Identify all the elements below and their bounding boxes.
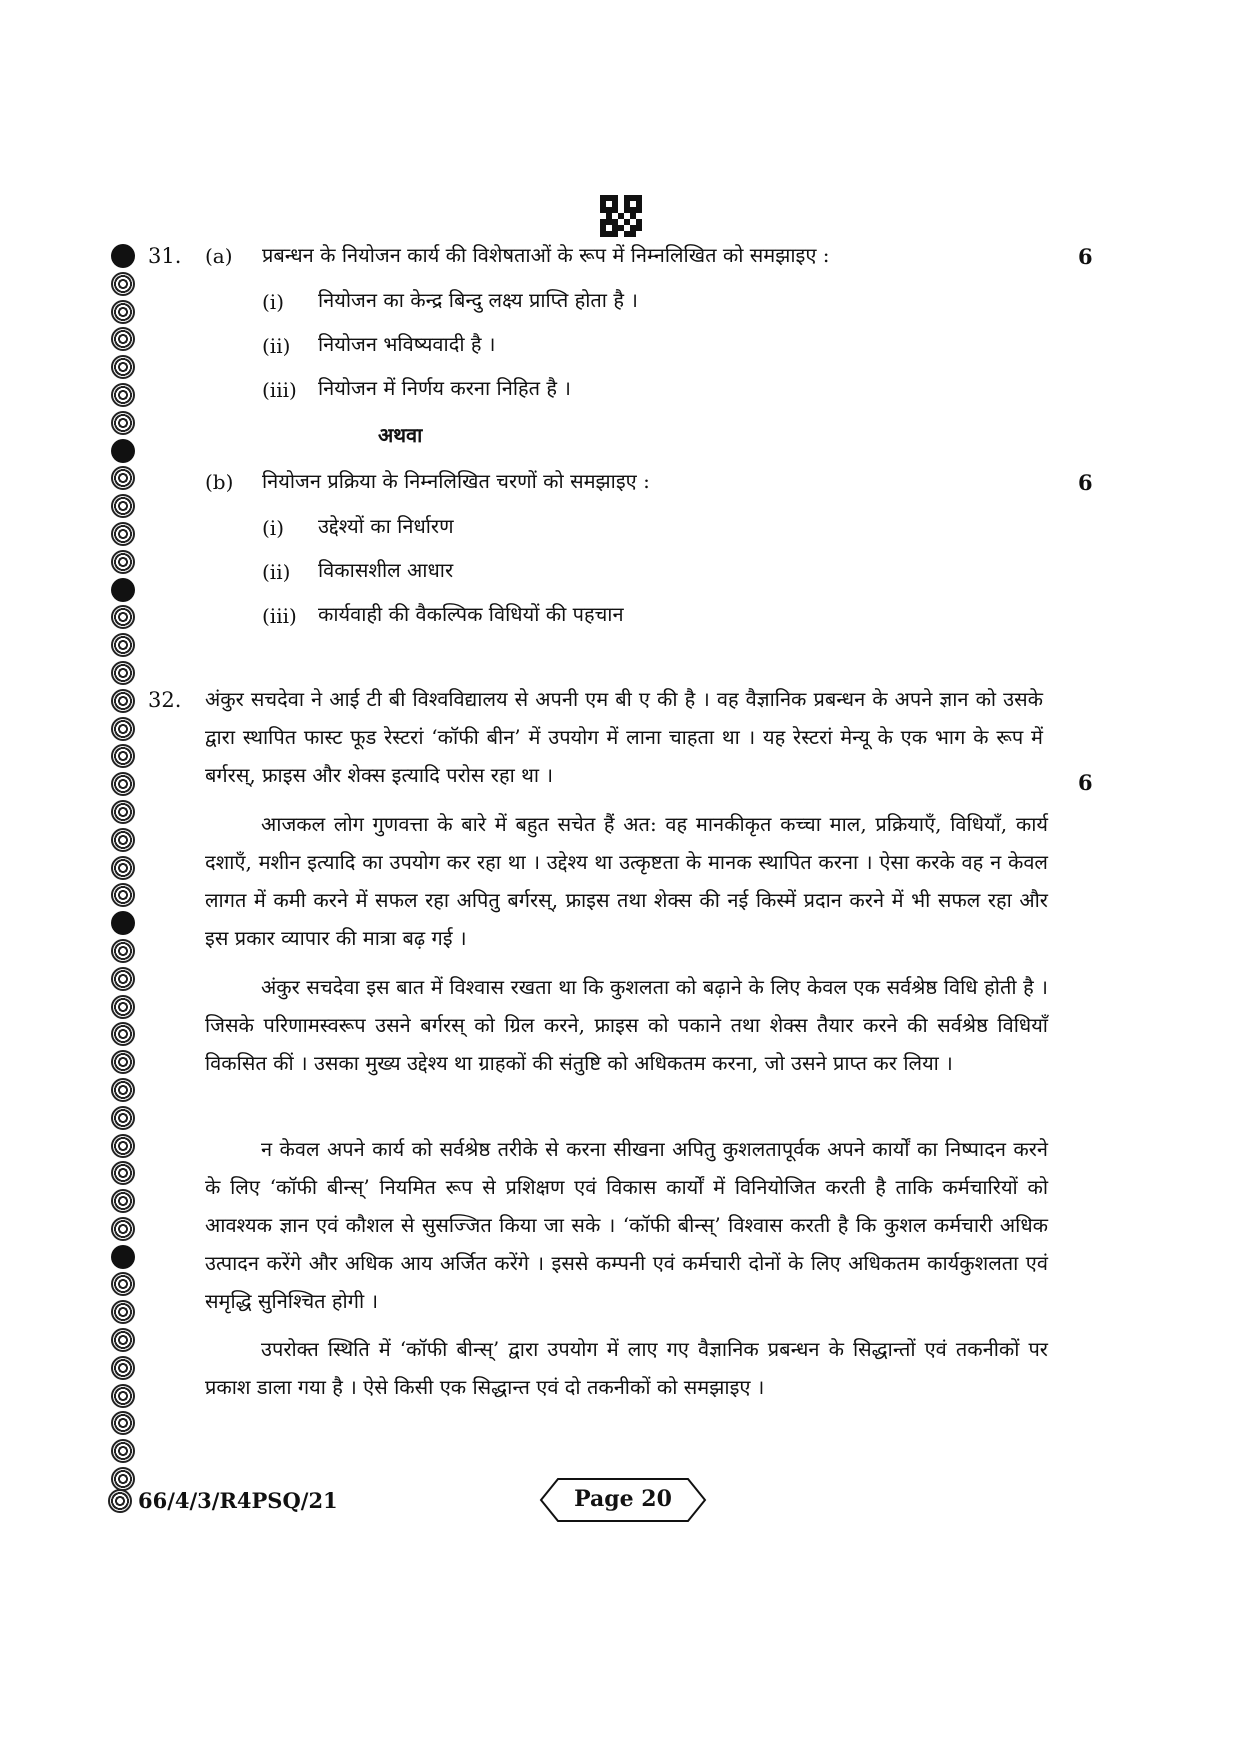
margin-dot xyxy=(111,522,135,546)
qr-module xyxy=(636,231,642,237)
question-31b-text: नियोजन प्रक्रिया के निम्नलिखित चरणों को समझाइए : xyxy=(262,469,650,493)
margin-dot xyxy=(111,717,135,741)
question-31a-item-label: (ii) xyxy=(262,334,291,358)
page-number-tag xyxy=(538,1476,708,1524)
margin-dot xyxy=(111,995,135,1019)
margin-dot xyxy=(111,967,135,991)
question-31a-marks: 6 xyxy=(1078,244,1093,269)
margin-dot xyxy=(111,1384,135,1408)
question-32-paragraph: आजकल लोग गुणवत्ता के बारे में बहुत सचेत हैं अत: वह मानकीकृत कच्चा माल, प्रक्रियाएँ, विधियाँ, कार्य दशाएँ, मशीन इत्यादि का उपयोग कर रहा था । उद्देश्य था उत्कृष्टता के मानक स्थापित करना । ऐसा करके वह न केवल लागत में कमी करने में सफल रहा अपितु बर्गरस्, फ्राइस तथा शेक्स की नई किस्में प्रदान करने में भी सफल रहा और इस प्रकार व्यापार की मात्रा बढ़ गई । xyxy=(205,812,1048,950)
margin-dot xyxy=(111,1189,135,1213)
question-31b-marks: 6 xyxy=(1078,470,1093,495)
margin-dot xyxy=(111,689,135,713)
question-31a-item-label: (i) xyxy=(262,290,285,314)
question-32-intro: अंकुर सचदेवा ने आई टी बी विश्वविद्यालय से अपनी एम बी ए की है । वह वैज्ञानिक प्रबन्धन के अपने ज्ञान को उसके द्वारा स्थापित फास्ट फूड रेस्टरां ‘कॉफी बीन’ में उपयोग में लाना चाहता था । यह रेस्टरां मेन्यू के एक भाग के रूप में बर्गरस्, फ्राइस और शेक्स इत्यादि परोस रहा था । xyxy=(205,687,1043,787)
margin-dot xyxy=(111,883,135,907)
margin-dot xyxy=(111,272,135,296)
margin-dot xyxy=(111,1272,135,1296)
question-31a-item-text: नियोजन का केन्द्र बिन्दु लक्ष्य प्राप्ति होता है । xyxy=(318,288,638,312)
margin-dot xyxy=(111,411,135,435)
question-32-marks: 6 xyxy=(1078,770,1093,795)
margin-dot xyxy=(111,494,135,518)
page-number: Page 20 xyxy=(574,1486,672,1512)
margin-dot xyxy=(111,1217,135,1241)
margin-dot xyxy=(111,772,135,796)
margin-dot xyxy=(111,300,135,324)
margin-dot xyxy=(111,244,135,268)
margin-dot xyxy=(111,355,135,379)
margin-dot xyxy=(111,466,135,490)
footer-circle-icon xyxy=(108,1489,132,1513)
question-32-paragraph: अंकुर सचदेवा इस बात में विश्वास रखता था कि कुशलता को बढ़ाने के लिए केवल एक सर्वश्रेष्ठ विधि होती है । जिसके परिणामस्वरूप उसने बर्गरस् को ग्रिल करने, फ्राइस को पकाने तथा शेक्स तैयार करने की सर्वश्रेष्ठ विधियाँ विकसित कीं । उसका मुख्य उद्देश्य था ग्राहकों की संतुष्टि को अधिकतम करना, जो उसने प्राप्त कर लिया । xyxy=(205,975,1048,1075)
margin-dot xyxy=(111,856,135,880)
question-32-paragraph: न केवल अपने कार्य को सर्वश्रेष्ठ तरीके से करना सीखना अपितु कुशलतापूर्वक अपने कार्यों का निष्पादन करने के लिए ‘कॉफी बीन्स्’ नियमित रूप से प्रशिक्षण एवं विकास कार्यों में विनियोजित करती है ताकि कर्मचारियों को आवश्यक ज्ञान एवं कौशल से सुसज्जित किया जा सके । ‘कॉफी बीन्स्’ विश्वास करती है कि कुशल कर्मचारी अधिक उत्पादन करेंगे और अधिक आय अर्जित करेंगे । इससे कम्पनी एवं कर्मचारी दोनों के लिए अधिकतम कार्यकुशलता एवं समृद्धि सुनिश्चित होगी । xyxy=(205,1137,1048,1313)
paper-code: 66/4/3/R4PSQ/21 xyxy=(138,1488,338,1513)
margin-dot-strip xyxy=(108,244,138,1504)
question-31b-item-text: कार्यवाही की वैकल्पिक विधियों की पहचान xyxy=(318,602,624,626)
margin-dot xyxy=(111,744,135,768)
margin-dot xyxy=(111,327,135,351)
margin-dot xyxy=(111,1328,135,1352)
margin-dot xyxy=(111,439,135,463)
question-31a-item-text: नियोजन में निर्णय करना निहित है । xyxy=(318,376,571,400)
margin-dot xyxy=(111,550,135,574)
margin-dot xyxy=(111,1245,135,1269)
margin-dot xyxy=(111,661,135,685)
question-31b-item-label: (i) xyxy=(262,516,285,540)
question-31a-item-label: (iii) xyxy=(262,378,297,402)
or-divider: अथवा xyxy=(378,423,423,447)
question-31b-item-label: (iii) xyxy=(262,604,297,628)
margin-dot xyxy=(111,828,135,852)
question-31a-text: प्रबन्धन के नियोजन कार्य की विशेषताओं के रूप में निम्नलिखित को समझाइए : xyxy=(262,243,830,267)
margin-dot xyxy=(111,1106,135,1130)
question-31b-item-text: उद्देश्यों का निर्धारण xyxy=(318,514,454,538)
margin-dot xyxy=(111,383,135,407)
margin-dot xyxy=(111,1439,135,1463)
margin-dot xyxy=(111,1078,135,1102)
margin-dot xyxy=(111,1300,135,1324)
margin-dot xyxy=(111,1050,135,1074)
question-31a-item-text: नियोजन भविष्यवादी है । xyxy=(318,332,496,356)
margin-dot xyxy=(111,939,135,963)
question-31a-label: (a) xyxy=(205,244,233,268)
margin-dot xyxy=(111,1356,135,1380)
margin-dot xyxy=(111,1467,135,1491)
margin-dot xyxy=(111,800,135,824)
margin-dot xyxy=(111,605,135,629)
qr-code xyxy=(600,195,642,237)
question-31-number: 31. xyxy=(148,244,182,268)
margin-dot xyxy=(111,578,135,602)
question-31b-item-label: (ii) xyxy=(262,560,291,584)
margin-dot xyxy=(111,633,135,657)
question-32-number: 32. xyxy=(148,688,182,712)
margin-dot xyxy=(111,911,135,935)
question-32-paragraph: उपरोक्त स्थिति में ‘कॉफी बीन्स्’ द्वारा उपयोग में लाए गए वैज्ञानिक प्रबन्धन के सिद्धान्तों एवं तकनीकों पर प्रकाश डाला गया है । ऐसे किसी एक सिद्धान्त एवं दो तकनीकों को समझाइए । xyxy=(205,1337,1048,1399)
margin-dot xyxy=(111,1161,135,1185)
question-31b-item-text: विकासशील आधार xyxy=(318,558,454,582)
margin-dot xyxy=(111,1134,135,1158)
margin-dot xyxy=(111,1411,135,1435)
question-31b-label: (b) xyxy=(205,470,234,494)
margin-dot xyxy=(111,1022,135,1046)
